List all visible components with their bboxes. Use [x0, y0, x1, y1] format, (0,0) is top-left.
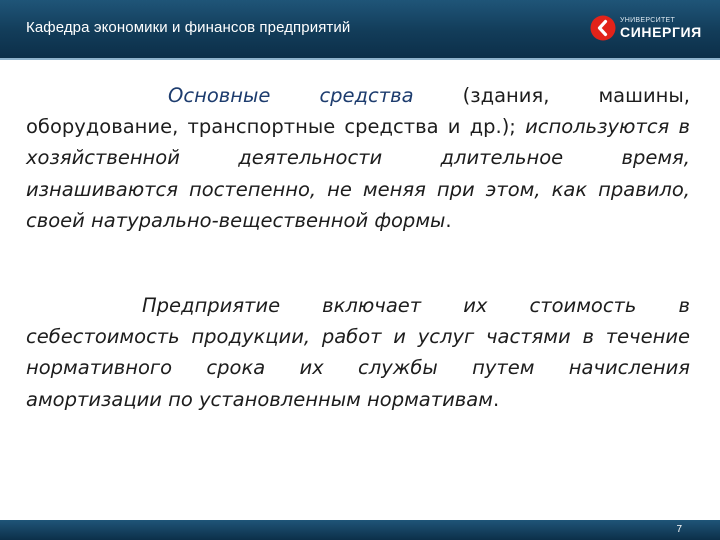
term-fixed-assets: Основные средства	[168, 84, 414, 107]
header-bar	[0, 0, 720, 60]
paragraph-depreciation	[26, 290, 690, 415]
paragraph1-end: .	[445, 208, 452, 232]
page-number: 7	[676, 524, 682, 535]
paragraph-fixed-assets	[26, 80, 690, 236]
synergy-logo-icon	[590, 15, 616, 41]
paragraph1-italic-text: используются в хозяйственной деятельности длительное время, изнашиваются постепенно, не меняя при этом, как правило, своей натурально-вещественной формы	[26, 115, 690, 232]
synergy-logo[interactable]	[590, 12, 710, 46]
logo-name-text: СИНЕРГИЯ	[620, 24, 702, 40]
paragraph2-end: .	[492, 387, 500, 411]
paragraph2-italic-text: Предприятие включает их стоимость в себестоимость продукции, работ и услуг частями в течение нормативного срока их службы путем начисления амортизации по установленным нормативам	[26, 294, 690, 411]
header-title: Кафедра экономики и финансов предприятий	[26, 19, 351, 36]
paragraph1-plain-text: (здания, машины, оборудование, транспортные средства и др.);	[26, 84, 690, 139]
logo-university-text: УНИВЕРСИТЕТ	[620, 17, 676, 24]
footer-bar	[0, 520, 720, 540]
